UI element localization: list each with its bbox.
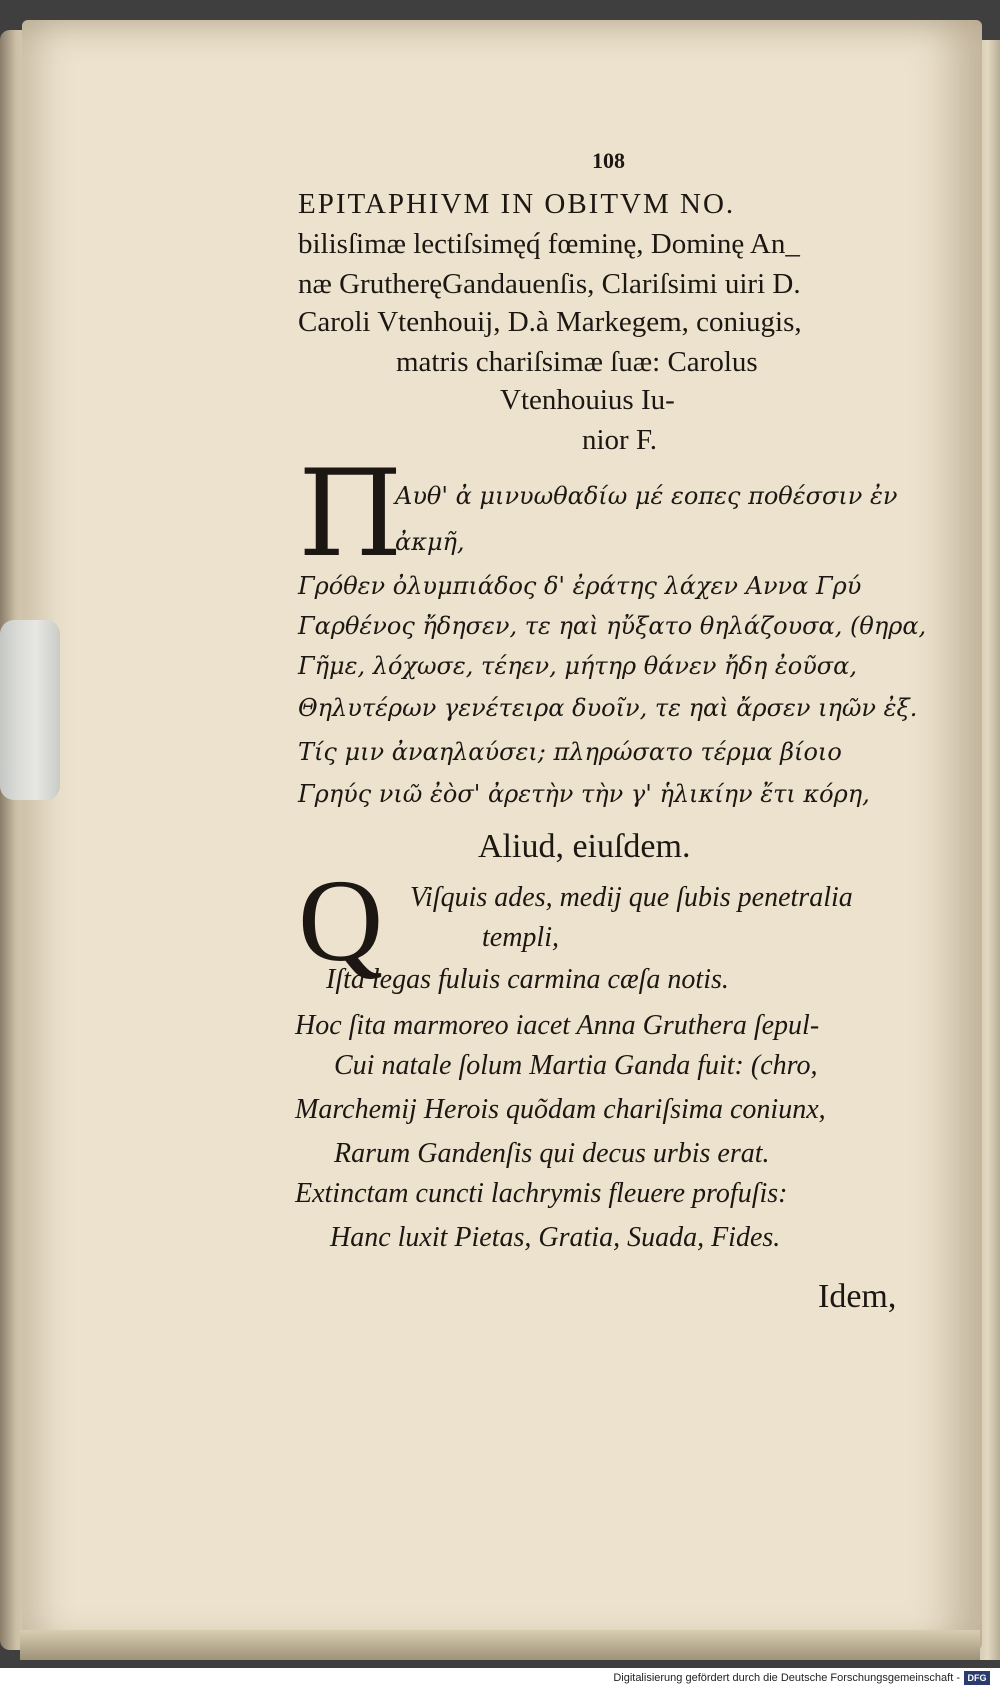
- greek-line-7: Τίς μιν ἀναηλαύσει; πληρώσατο τέρμα βίοιο: [298, 738, 842, 766]
- title-line-1: EPITAPHIVM IN OBITVM NO.: [298, 188, 736, 220]
- catchword: Idem,: [818, 1278, 897, 1315]
- latin-line-5: Cui natale ſolum Martia Ganda fuit: (chro,: [334, 1050, 818, 1081]
- title-line-3: næ GrutheręGandauenſis, Clariſsimi uiri D.: [298, 268, 801, 300]
- greek-line-2: ἀκμῆ,: [395, 528, 465, 556]
- latin-dropcap: Q: [298, 855, 384, 986]
- title-line-2: bilisſimæ lectiſsimęq́ fœminę, Dominę An_: [298, 228, 800, 260]
- book-clip: [0, 620, 60, 800]
- dfg-logo: DFG: [964, 1671, 990, 1685]
- latin-line-9: Hanc luxit Pietas, Gratia, Suada, Fides.: [330, 1222, 781, 1253]
- latin-line-8: Extinctam cuncti lachrymis fleuere profuſis:: [295, 1178, 788, 1209]
- greek-line-4: Γαρθένος ἤδησεν, τε ηαὶ ηὔξατο θηλάζουσα, (θηρα,: [298, 612, 927, 640]
- title-line-7: nior F.: [582, 424, 658, 456]
- latin-line-4: Hoc ſita marmoreo iacet Anna Gruthera ſepul-: [295, 1010, 820, 1041]
- title-line-6: Vtenhouius Iu-: [500, 384, 675, 416]
- latin-heading: Aliud, eiuſdem.: [478, 828, 691, 865]
- latin-line-7: Rarum Gandenſis qui decus urbis erat.: [334, 1138, 770, 1169]
- greek-line-8: Γρηύς νιῶ ἐὸσ' ἀρετὴν τὴν γ' ἡλικίην ἔτι κόρη,: [298, 780, 870, 808]
- latin-line-1: Viſquis ades, medij que ſubis penetralia: [410, 882, 853, 913]
- latin-line-6: Marchemij Herois quõdam chariſsima coniunx,: [295, 1094, 826, 1125]
- greek-line-5: Γῆμε, λόχωσε, τέηεν, μήτηρ θάνεν ἤδη ἐοῦσα,: [298, 652, 858, 680]
- footer-credit: Digitalisierung gefördert durch die Deutsche Forschungsgemeinschaft -: [613, 1672, 960, 1684]
- greek-line-3: Γρόθεν ὀλυμπιάδος δ' ἐράτης λάχεν Αννα Γρύ: [298, 572, 862, 600]
- page-edge-bottom: [20, 1630, 980, 1660]
- greek-dropcap: Π: [298, 445, 403, 584]
- latin-line-3: Iſta legas fuluis carmina cæſa notis.: [326, 964, 729, 995]
- greek-line-6: Θηλυτέρων γενέτειρα δυοῖν, τε ηαὶ ἄρσεν ιηῶν ἐξ.: [298, 694, 918, 722]
- page-number: 108: [592, 148, 625, 173]
- title-line-5: matris chariſsimæ ſuæ: Carolus: [396, 346, 758, 378]
- greek-line-1: Αυθ' ἀ μινυωθαδίω μέ εοπες ποθέσσιν ἐν: [395, 482, 898, 510]
- latin-line-2: templi,: [482, 922, 559, 953]
- title-line-4: Caroli Vtenhouij, D.à Markegem, coniugis,: [298, 306, 802, 338]
